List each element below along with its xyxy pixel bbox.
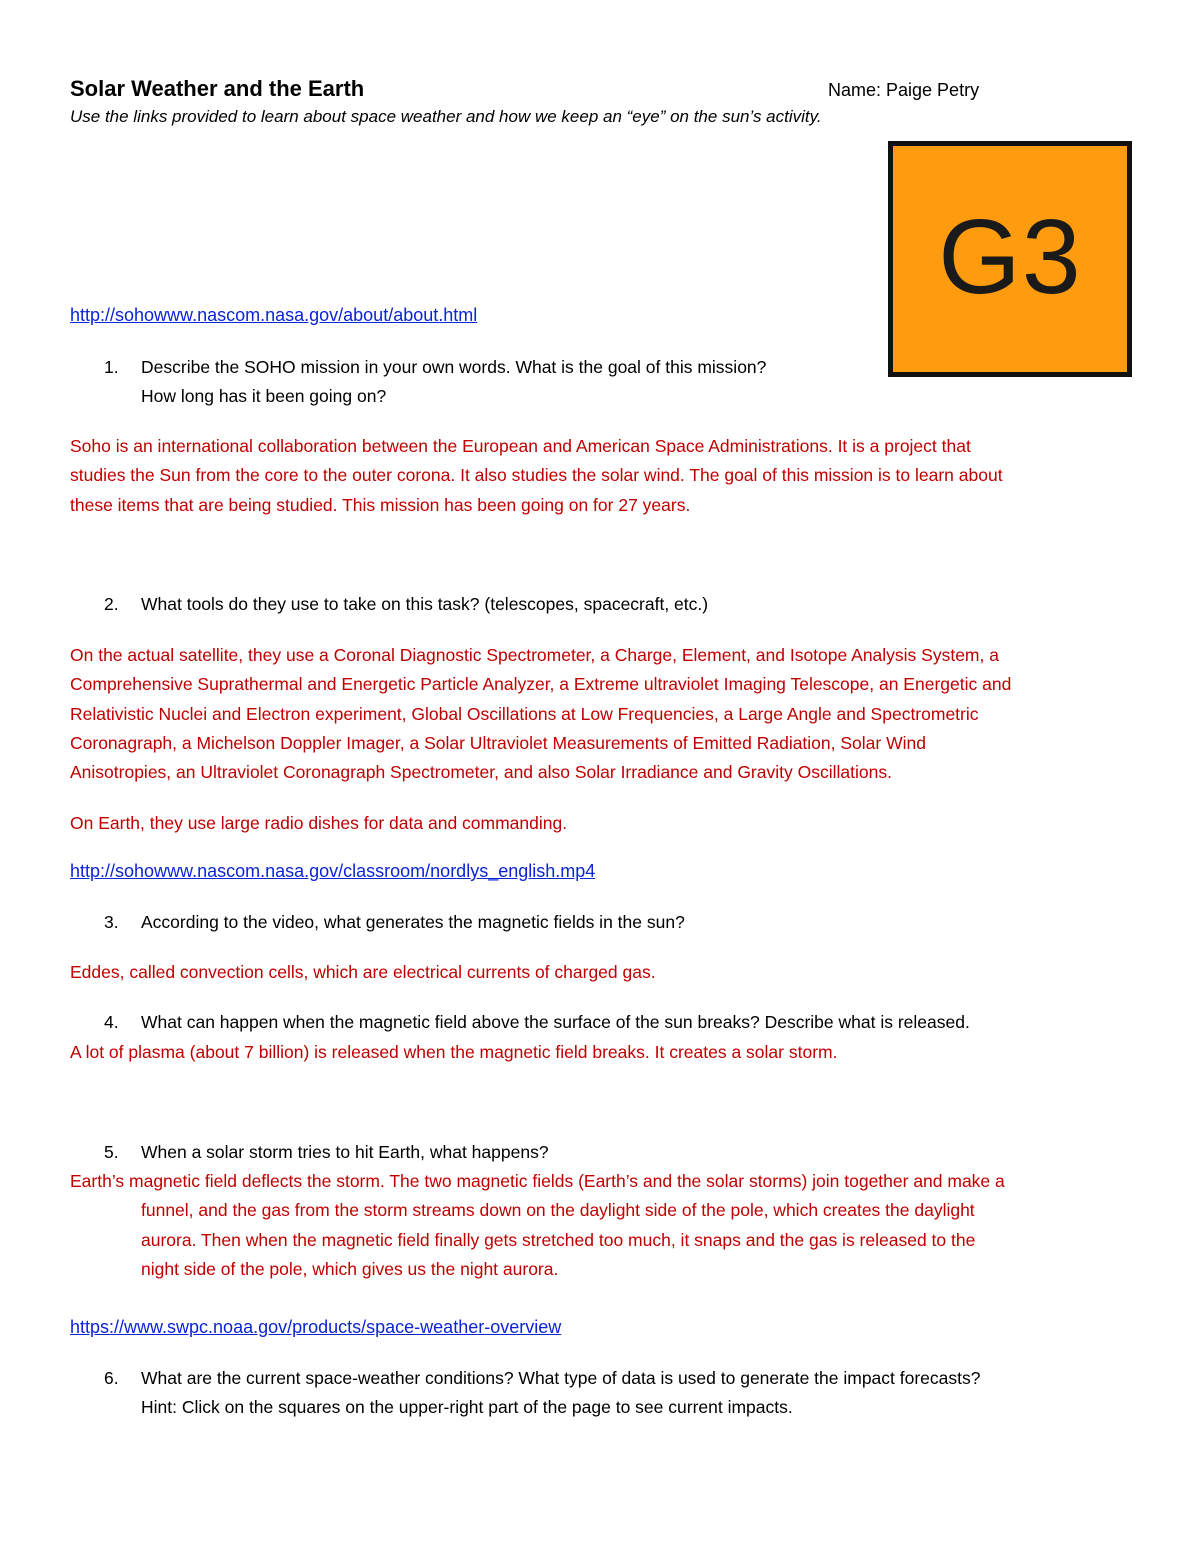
- question-5-text: When a solar storm tries to hit Earth, what happens?: [141, 1142, 549, 1162]
- swpc-overview-link[interactable]: https://www.swpc.noaa.gov/products/space-weather-overview: [70, 1317, 562, 1337]
- answer-5-line: aurora. Then when the magnetic field finally gets stretched too much, it snaps and the gas is released to the: [141, 1229, 976, 1250]
- soho-about-link[interactable]: http://sohowww.nascom.nasa.gov/about/about.html: [70, 305, 478, 325]
- question-2-text: What tools do they use to take on this task? (telescopes, spacecraft, etc.): [141, 594, 709, 614]
- page-title: Solar Weather and the Earth: [70, 76, 365, 101]
- answer-2-line: Relativistic Nuclei and Electron experiment, Global Oscillations at Low Frequencies, a Large Angle and Spectrometric: [70, 703, 979, 724]
- question-6-number: 6.: [104, 1368, 119, 1388]
- answer-3: Eddes, called convection cells, which are electrical currents of charged gas.: [70, 962, 656, 982]
- question-3-number: 3.: [104, 912, 119, 932]
- answer-2-line: Anisotropies, an Ultraviolet Coronagraph Spectrometer, and also Solar Irradiance and Gravity Oscillations.: [70, 762, 892, 783]
- g3-storm-badge: [888, 141, 1132, 377]
- question-4-text: What can happen when the magnetic field above the surface of the sun breaks? Describe what is released.: [141, 1012, 970, 1032]
- answer-5-line: funnel, and the gas from the storm streams down on the daylight side of the pole, which creates the daylight: [141, 1200, 975, 1221]
- question-5-number: 5.: [104, 1142, 119, 1162]
- answer-2-line: On the actual satellite, they use a Coronal Diagnostic Spectrometer, a Charge, Element, and Isotope Analysis System, a: [70, 645, 999, 665]
- answer-5-line: Earth’s magnetic field deflects the storm. The two magnetic fields (Earth’s and the solar storms) join together and make a: [70, 1171, 1005, 1191]
- answer-5: [70, 1167, 1132, 1284]
- question-4-number: 4.: [104, 1012, 119, 1032]
- question-1-number: 1.: [104, 357, 119, 377]
- answer-2-extra: On Earth, they use large radio dishes for data and commanding.: [70, 813, 568, 833]
- answer-4: A lot of plasma (about 7 billion) is released when the magnetic field breaks. It creates a solar storm.: [70, 1042, 838, 1062]
- badge-label: G3: [938, 197, 1082, 316]
- answer-5-line: night side of the pole, which gives us the night aurora.: [141, 1258, 559, 1279]
- answer-1-line: studies the Sun from the core to the outer corona. It also studies the solar wind. The goal of this mission is to learn about: [70, 465, 1003, 486]
- answer-2: [70, 641, 1132, 787]
- question-6-text: What are the current space-weather conditions? What type of data is used to generate the impact forecasts?: [141, 1368, 981, 1388]
- nordlys-video-link[interactable]: http://sohowww.nascom.nasa.gov/classroom/nordlys_english.mp4: [70, 861, 596, 881]
- answer-2-line: Comprehensive Suprathermal and Energetic Particle Analyzer, a Extreme ultraviolet Imaging Telescope, an Energetic and: [70, 674, 1012, 695]
- answer-1-line: Soho is an international collaboration between the European and American Space Administrations. It is a project that: [70, 436, 971, 456]
- question-1-text-line2: How long has it been going on?: [141, 386, 387, 406]
- answer-1-line: these items that are being studied. This mission has been going on for 27 years.: [70, 494, 691, 515]
- question-3-text: According to the video, what generates the magnetic fields in the sun?: [141, 912, 685, 932]
- student-name: Name: Paige Petry: [828, 80, 980, 100]
- answer-1: [70, 432, 1132, 520]
- question-1-text: Describe the SOHO mission in your own words. What is the goal of this mission?: [141, 357, 767, 377]
- question-6-hint: Hint: Click on the squares on the upper-right part of the page to see current impacts.: [141, 1397, 793, 1417]
- answer-2-line: Coronagraph, a Michelson Doppler Imager, a Solar Ultraviolet Measurements of Emitted Radiation, Solar Wind: [70, 732, 926, 753]
- instructions: Use the links provided to learn about space weather and how we keep an “eye” on the sun’s activity.: [70, 107, 822, 126]
- question-2-number: 2.: [104, 594, 119, 614]
